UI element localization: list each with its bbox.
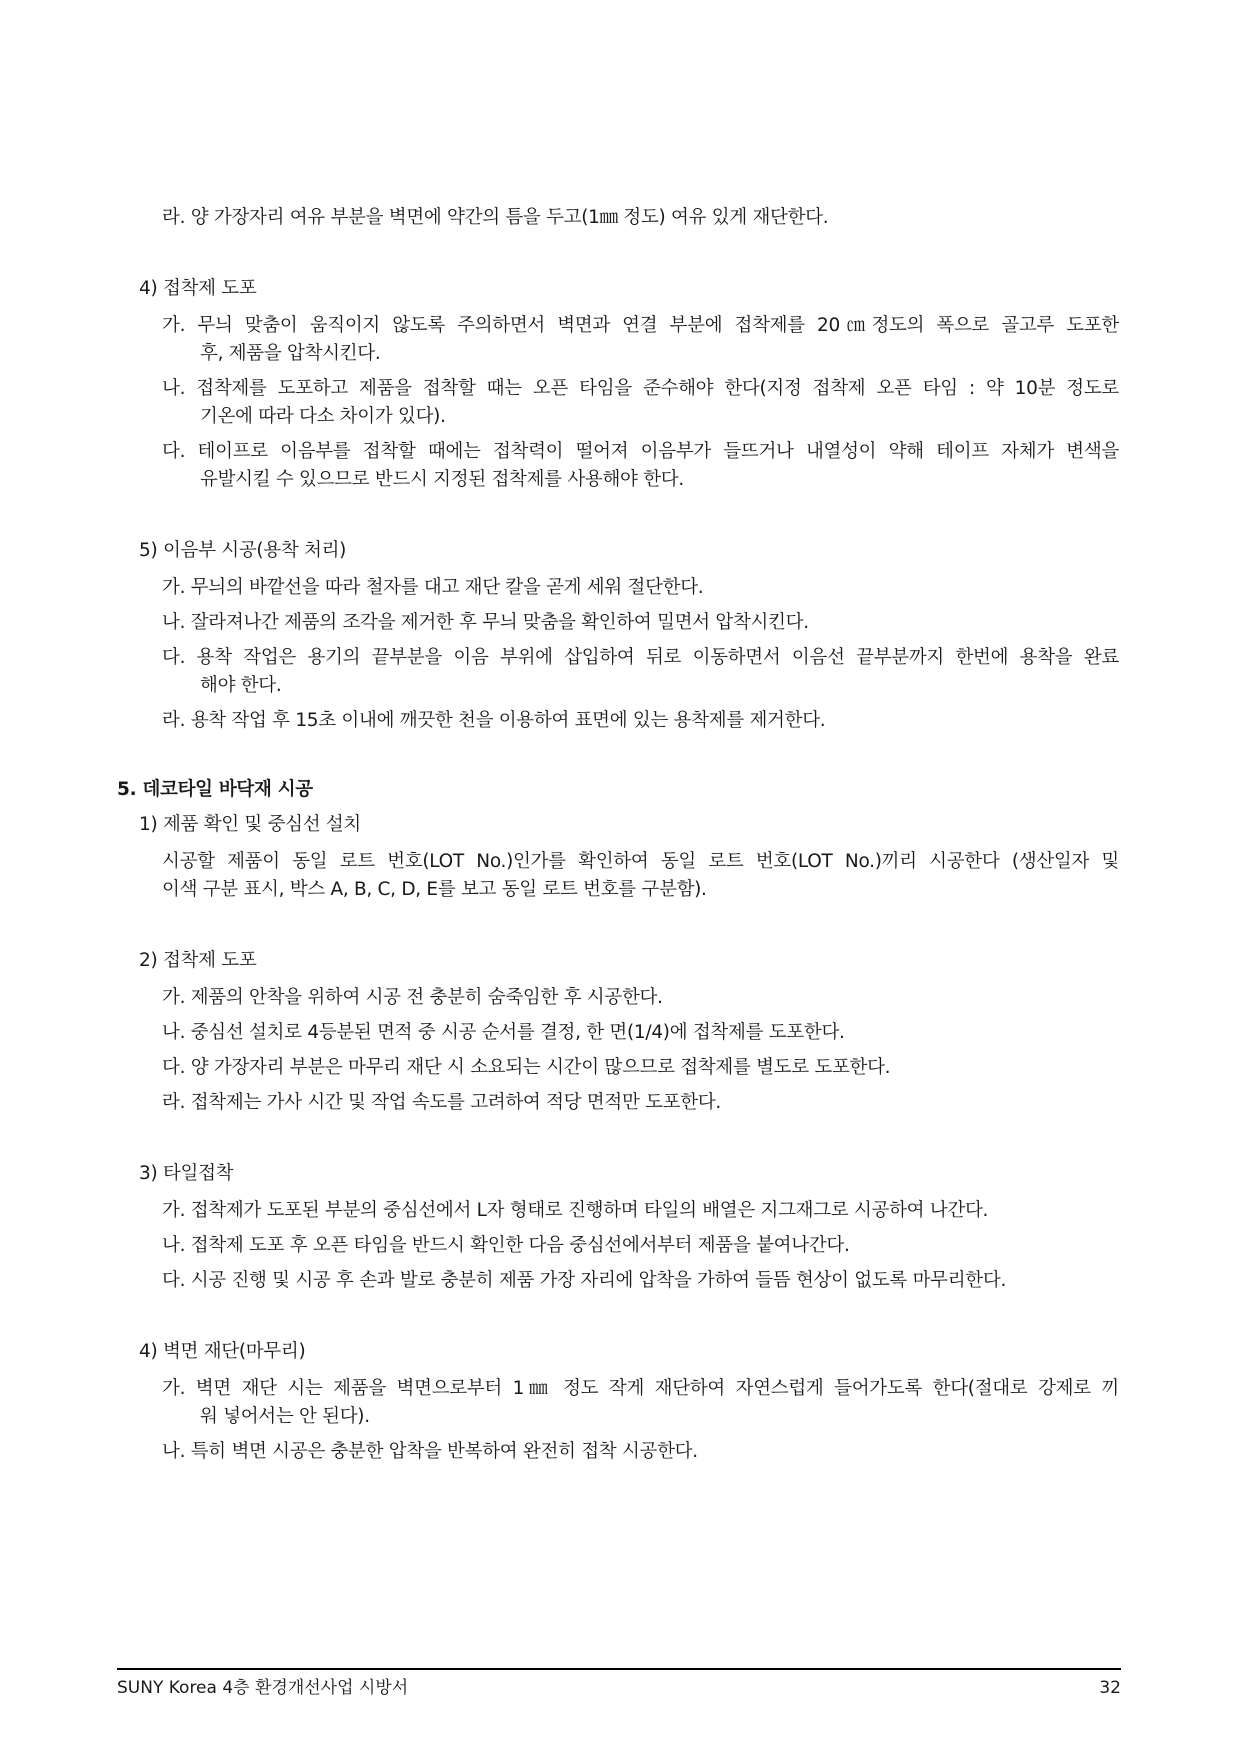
sec5-sub3-da: 다. 시공 진행 및 시공 후 손과 발로 충분히 제품 가장 자리에 압착을 가하여 들뜸 현상이 없도록 마무리한다. [162, 1270, 1007, 1291]
footer-page-number: 32 [1099, 1678, 1121, 1698]
sec4-sub4-ga-line2: 후, 제품을 압착시킨다. [200, 343, 381, 364]
sec4-sub4-da-line1: 다. 테이프로 이음부를 접착할 때에는 접착력이 떨어져 이음부가 들뜨거나 내열성이 약해 테이프 자체가 변색을 [162, 441, 1119, 462]
sec4-item-ra: 라. 양 가장자리 여유 부분을 벽면에 약간의 틈을 두고(1㎜ 정도) 여유 있게 재단한다. [162, 207, 829, 228]
sec5-sub2-ra: 라. 접착제는 가사 시간 및 작업 속도를 고려하여 적당 면적만 도포한다. [162, 1092, 721, 1113]
sec4-sub4-ga-line1: 가. 무늬 맞춤이 움직이지 않도록 주의하면서 벽면과 연결 부분에 접착제를 20㎝정도의 폭으로 골고루 도포한 [162, 315, 1119, 336]
sec5-sub4-title: 4) 벽면 재단(마무리) [139, 1341, 306, 1362]
sec4-sub5-da-line2: 해야 한다. [200, 675, 282, 696]
sec4-sub5-ra: 라. 용착 작업 후 15초 이내에 깨끗한 천을 이용하여 표면에 있는 용착제를 제거한다. [162, 710, 826, 731]
sec5-sub4-ga-line2: 워 넣어서는 안 된다). [200, 1406, 370, 1427]
sec5-heading: 5. 데코타일 바닥재 시공 [117, 779, 313, 800]
sec4-sub5-ga: 가. 무늬의 바깥선을 따라 철자를 대고 재단 칼을 곧게 세워 절단한다. [162, 577, 704, 598]
sec4-sub4-na-line2: 기온에 따라 다소 차이가 있다). [200, 406, 446, 427]
sec4-sub5-da-line1: 다. 용착 작업은 용기의 끝부분을 이음 부위에 삽입하여 뒤로 이동하면서 이음선 끝부분까지 한번에 용착을 완료 [162, 647, 1119, 668]
sec4-sub5-na: 나. 잘라져나간 제품의 조각을 제거한 후 무늬 맞춤을 확인하여 밀면서 압착시킨다. [162, 612, 809, 633]
sec4-sub4-na-line1: 나. 접착제를 도포하고 제품을 접착할 때는 오픈 타임을 준수해야 한다(지정 접착제 오픈 타임 : 약 10분 정도로 [162, 378, 1119, 399]
sec5-sub3-title: 3) 타일접착 [139, 1163, 234, 1184]
sec4-sub5-title: 5) 이음부 시공(용착 처리) [139, 540, 347, 561]
sec5-sub2-da: 다. 양 가장자리 부분은 마무리 재단 시 소요되는 시간이 많으므로 접착제를 별도로 도포한다. [162, 1057, 891, 1078]
sec5-sub1-body-line2: 이색 구분 표시, 박스 A, B, C, D, E를 보고 동일 로트 번호를 구분함). [162, 879, 707, 900]
sec5-sub2-ga: 가. 제품의 안착을 위하여 시공 전 충분히 숨죽임한 후 시공한다. [162, 987, 663, 1008]
sec5-sub1-title: 1) 제품 확인 및 중심선 설치 [139, 814, 362, 835]
sec5-sub4-ga-line1: 가. 벽면 재단 시는 제품을 벽면으로부터 1㎜ 정도 작게 재단하여 자연스럽게 들어가도록 한다(절대로 강제로 끼 [162, 1378, 1119, 1399]
sec4-sub4-da-line2: 유발시킬 수 있으므로 반드시 지정된 접착제를 사용해야 한다. [200, 469, 684, 490]
sec5-sub1-body-line1: 시공할 제품이 동일 로트 번호(LOT No.)인가를 확인하여 동일 로트 번호(LOT No.)끼리 시공한다 (생산일자 및 [162, 851, 1119, 872]
sec5-sub3-na: 나. 접착제 도포 후 오픈 타임을 반드시 확인한 다음 중심선에서부터 제품을 붙여나간다. [162, 1235, 850, 1256]
sec5-sub3-ga: 가. 접착제가 도포된 부분의 중심선에서 L자 형태로 진행하며 타일의 배열은 지그재그로 시공하여 나간다. [162, 1200, 989, 1221]
footer-document-title: SUNY Korea 4층 환경개선사업 시방서 [117, 1678, 409, 1698]
sec4-sub4-title: 4) 접착제 도포 [139, 278, 257, 299]
sec5-sub2-title: 2) 접착제 도포 [139, 950, 257, 971]
sec5-sub2-na: 나. 중심선 설치로 4등분된 면적 중 시공 순서를 결정, 한 면(1/4)에 접착제를 도포한다. [162, 1022, 845, 1043]
sec5-sub4-na: 나. 특히 벽면 시공은 충분한 압착을 반복하여 완전히 접착 시공한다. [162, 1441, 698, 1462]
footer-rule [117, 1668, 1121, 1670]
